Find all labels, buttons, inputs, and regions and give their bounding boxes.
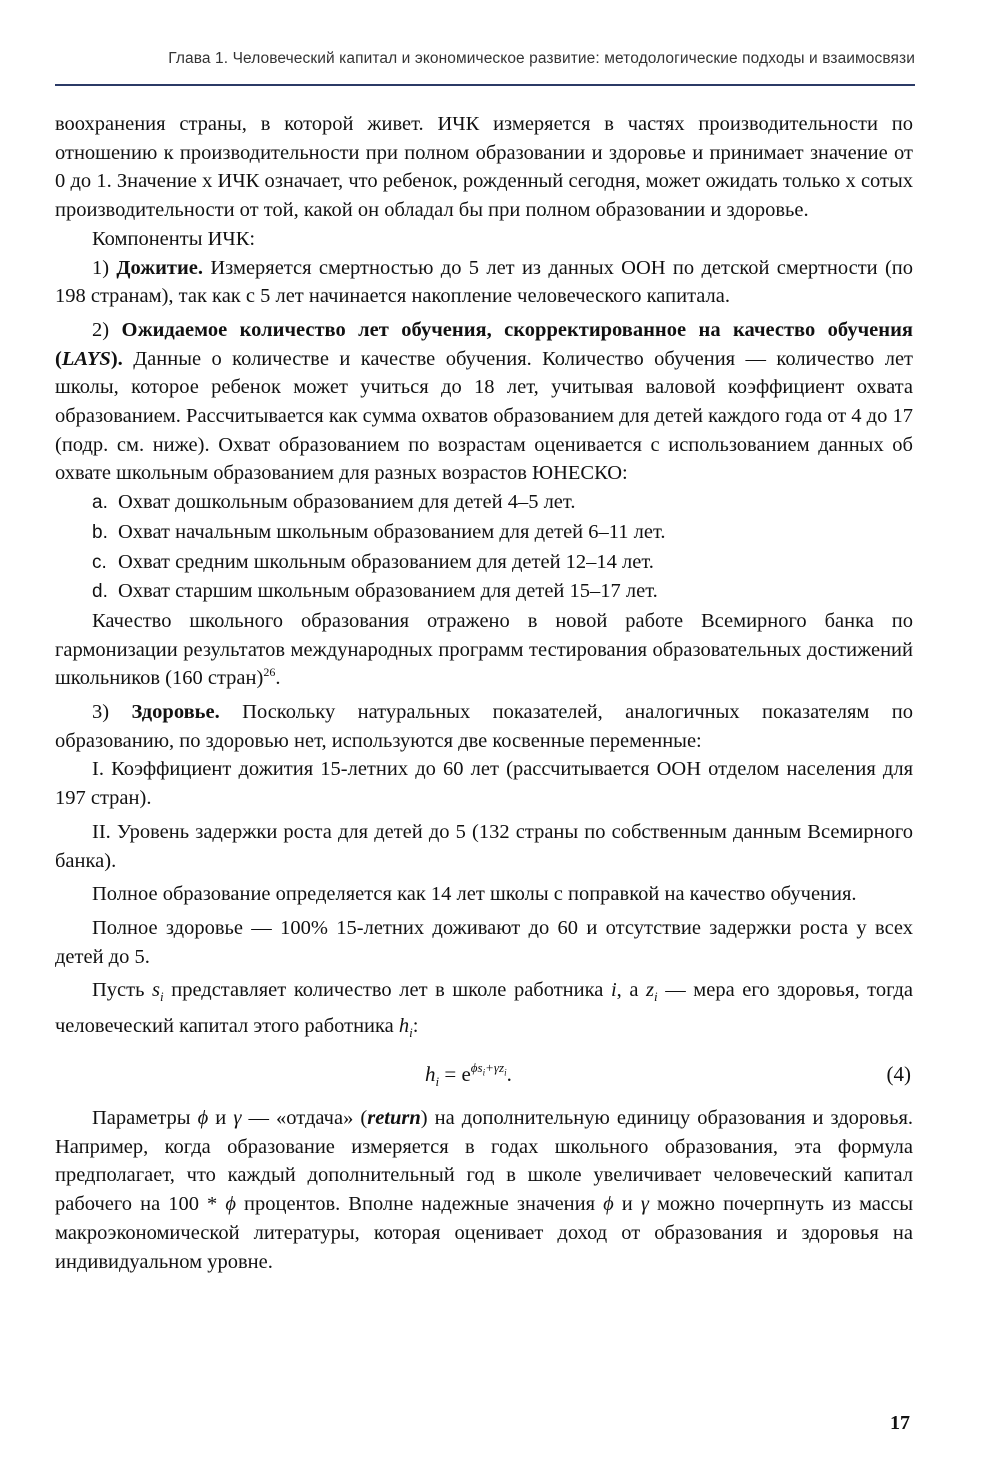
var-gamma: γ [640,1193,649,1216]
formula-expression [425,1060,512,1097]
text: и [613,1193,641,1216]
item-number: 1) [92,256,110,279]
paragraph-survival [55,254,913,311]
var-i: i [610,979,617,1002]
paragraph-stunting: II. Уровень задержки роста для детей до 5 (132 страны по собственным данным Всемирного банка). [55,820,913,872]
paragraph-text: Поскольку натуральных показателей, аналогичных показателям по образованию, по здоровью нет, используются две косвенные переменные: [55,701,914,752]
text: представляет количество лет в школе работника [163,979,611,1002]
text: : [412,1015,419,1038]
paragraph-text: Качество школьного образования отражено в новой работе Всемирного банка по гармонизации результатов международных программ тестирования образовательных достижений школьников (160 стран) [55,609,913,690]
var-s: s [152,979,161,1002]
bold-term: Дожитие. [116,256,204,279]
list-text: Охват средним школьным образованием для детей 12–14 лет. [118,550,654,573]
page-body [55,110,913,1276]
paragraph-text: Данные о количестве и качестве обучения. Количество обучения — количество лет школы, которое ребенок может учиться до 18 лет, учитывая валовой коэффициент охвата образованием. Рассчитывается как сумма охватов образованием для детей каждого года от 4 до 17 (подр. см. ниже). Охват образованием по возрастам оценивается с использованием данных об охвате школьным образованием для разных возрастов ЮНЕСКО: [55,347,913,485]
formula-4 [55,1052,913,1098]
exp-sub: i [504,1067,507,1078]
page-number: 17 [890,1412,910,1434]
paragraph-lays [55,316,913,488]
list-marker: c. [92,551,107,573]
footnote-ref: 26 [263,665,276,680]
item-number: 3) [92,701,110,724]
exp-part: +γz [485,1059,505,1075]
list-text: Охват начальным школьным образованием для детей 6–11 лет. [118,520,666,543]
text: — мера его здоровья, тогда человеческий капитал этого работника [55,979,914,1038]
var-sub: i [654,989,658,1005]
list-marker: a. [92,492,108,514]
running-header: Глава 1. Человеческий капитал и экономическое развитие: методологические подходы и взаимосвязи [168,50,915,67]
formula-lhs: h [425,1061,436,1086]
bold-term: Ожидаемое количество лет обучения, скорректированное на качество обучения ( [55,318,913,370]
var-sub: i [160,989,164,1005]
bold-term-end: ). [110,347,123,370]
paragraph-text: Измеряется смертностью до 5 лет из данных ООН по детской смертности (по 198 странам), так как с 5 лет начинается накопление человеческого капитала. [55,256,913,308]
text: , а [616,979,647,1002]
text: Параметры [92,1106,198,1129]
formula-number: (4) [886,1061,911,1086]
paragraph-full-health: Полное здоровье — 100% 15-летних доживают до 60 и отсутствие задержки роста у всех детей до 5. [55,916,913,968]
formula-dot: . [506,1061,512,1086]
paragraph-quality [55,607,913,693]
text: ) на дополнительную единицу образования и здоровья. Например, когда образование измеряется в годах школьного образования, эта формула предполагает, что каждый дополнительный год в школе увеличивает человеческий капитал рабочего на 100 * [55,1106,913,1216]
header-rule [55,84,915,86]
list-item [55,518,913,548]
bold-italic-term: LAYS [61,347,111,370]
text: процентов. Вполне надежные значения [235,1193,604,1216]
text: Пусть [92,979,153,1002]
formula-exponent [470,1059,507,1078]
list-text: Охват дошкольным образованием для детей 4–5 лет. [118,491,576,514]
paragraph-health [55,698,913,755]
list-text: Охват старшим школьным образованием для детей 15–17 лет. [118,580,658,603]
punctuation: . [275,667,281,690]
text: и [208,1106,234,1129]
paragraph-definition [55,976,913,1048]
term-return: return [367,1106,421,1129]
exp-part: ϕs [470,1059,483,1075]
formula-sub: i [435,1074,440,1090]
list-item [55,488,913,518]
list-item [55,577,913,607]
var-z: z [646,979,654,1002]
paragraph-survival-rate: I. Коэффициент дожития 15-летних до 60 лет (рассчитывается ООН отделом населения для 197 стран). [55,758,913,810]
paragraph-parameters [55,1104,913,1276]
bold-term: Здоровье. [131,701,220,724]
formula-eq: = e [439,1061,471,1086]
var-phi: ϕ [197,1106,209,1129]
list-marker: b. [92,521,108,543]
var-phi: ϕ [225,1193,236,1216]
var-gamma: γ [233,1106,242,1129]
text: можно почерпнуть из массы макроэкономической литературы, которая оценивает доход от образования и здоровья на индивидуальном уровне. [55,1193,913,1273]
item-number: 2) [92,318,110,341]
var-sub: i [409,1025,413,1041]
list-item [55,548,913,578]
list-marker: d. [92,581,108,603]
paragraph-1: воохранения страны, в которой живет. ИЧК измеряется в частях производительности по отношению к производительности при полном образовании и здоровье и принимает значение от 0 до 1. Значение x ИЧК означает, что ребенок, рожденный сегодня, может ожидать только x сотых производительности от той, какой он обладал бы при полном образовании и здоровье. [55,113,913,222]
exp-sub: i [482,1067,486,1078]
paragraph-components: Компоненты ИЧК: [92,227,256,250]
text: — «отдача» ( [241,1106,368,1129]
paragraph-full-education: Полное образование определяется как 14 лет школы с поправкой на качество обучения. [92,883,857,906]
var-phi: ϕ [603,1193,614,1216]
var-h: h [398,1015,410,1038]
